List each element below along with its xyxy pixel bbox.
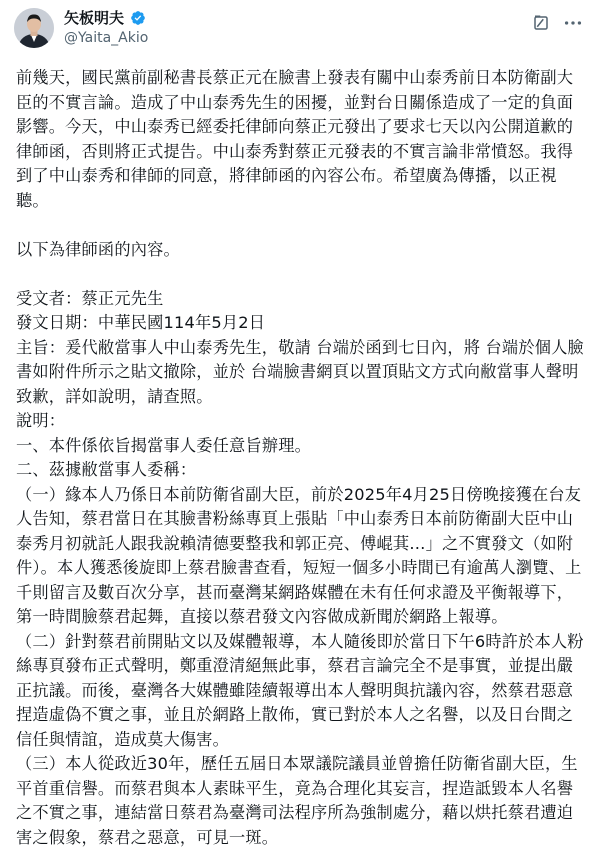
post-header [0,0,602,58]
avatar[interactable] [14,8,54,48]
post-text: 前幾天，國民黨前副秘書長蔡正元在臉書上發表有關中山泰秀前日本防衛副大臣的不實言論。造成了中山泰秀先生的困擾，並對台日關係造成了一定的負面影響。今天，中山泰秀已經委托律師向蔡正元發出了要求七天以內公開道歉的律師函，否則將正式提告。中山泰秀對蔡正元發表的不實言論非常憤怒。我得到了中山泰秀和律師的同意，將律師函的內容公布。希望廣為傳播，以正視聽。 以下為律師函的內容。 受文者：蔡正元先生 發文日期：中華民國114年5月2日 主旨：爰代敝當事人中山泰秀先生，敬請 台端於函到七日內，將 台端於個人臉書如附件所示之貼文撤除，並於 台端臉書網頁以置頂貼文方式向敝當事人聲明致歉，詳如說明，請查照。 說明： 一、本件係依旨揭當事人委任意旨辦理。 二、茲據敝當事人委稱： （一）緣本人乃係日本前防衛省副大臣，前於2025年4月25日傍晚接獲在台友人告知，蔡君當日在其臉書粉絲專頁上張貼「中山泰秀日本前防衛副大臣中山泰秀月初就託人跟我說賴清德要整我和郭正亮、傅崐萁…」之不實發文（如附件）。本人獲悉後旋即上蔡君臉書查看，短短一個多小時間已有逾萬人瀏覽、上千則留言及數百次分享，甚而臺灣某網路媒體在未有任何求證及平衡報導下，第一時間臉蔡君起舞，直接以蔡君發文內容做成新聞於網路上報導。 （二）針對蔡君前開貼文以及媒體報導，本人隨後即於當日下午6時許於本人粉絲專頁發布正式聲明，鄭重澄清絕無此事，蔡君言論完全不是事實，並提出嚴正抗議。而後，臺灣各大媒體雖陸續報導出本人聲明與抗議內容，然蔡君惡意捏造虛偽不實之事，並且於網路上散佈，實已對於本人之名譽，以及日台間之信任與情誼，造成莫大傷害。 （三）本人從政近30年，歷任五屆日本眾議院議員並曾擔任防衛省副大臣，生平首重信譽。而蔡君與本人素昧平生，竟為合理化其妄言，捏造詆毀本人名譽之不實之事，連結當日蔡君為臺灣司法程序所為強制處分，藉以烘托蔡君遭迫害之假象，蔡君之惡意，可見一斑。 [16,68,584,847]
author-handle[interactable]: @Yaita_Akio [64,30,149,46]
verified-badge-icon [130,10,146,26]
grok-icon[interactable] [532,14,550,32]
author-name[interactable]: 矢板明夫 [64,9,125,27]
more-options-icon[interactable] [562,12,584,34]
